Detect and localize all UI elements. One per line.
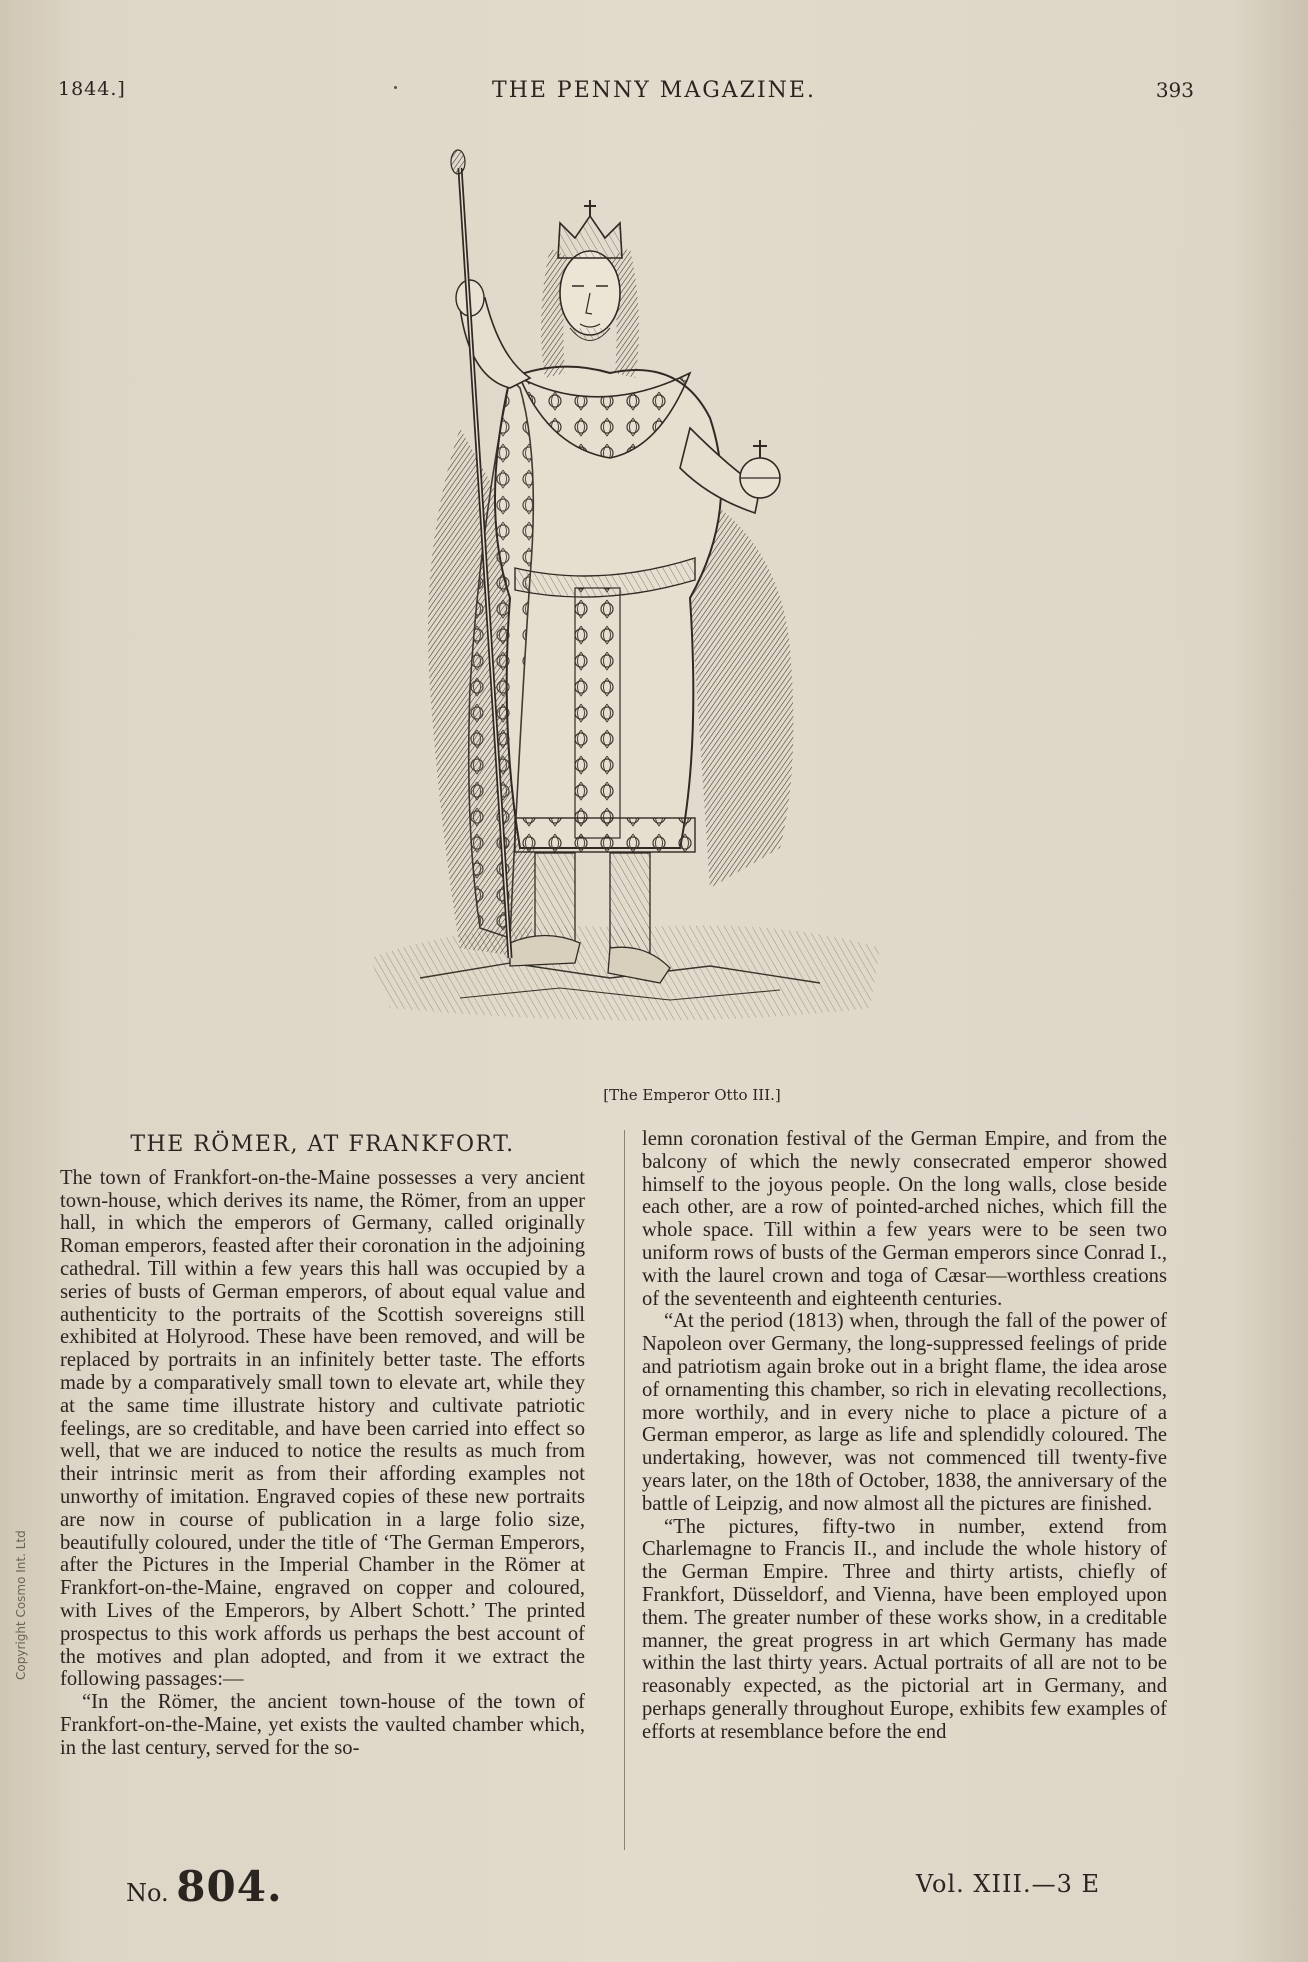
article-title: THE RÖMER, AT FRANKFORT.	[130, 1132, 515, 1157]
article-paragraph: “At the period (1813) when, through the fall of the power of Napoleon over Germany, the long-suppressed feelings of pride and patriotism again broke out in a bright flame, the idea arose of ornamenting this chamber, so rich in elevating recollections, more worthily, and in every niche to place a picture of a German emperor, as large as life and splendidly coloured. The undertaking, however, was not commenced till twenty-five years later, on the 18th of October, 1838, the anniversary of the battle of Leipzig, and now almost all the pictures are finished.	[642, 1310, 1167, 1515]
issue-number-value: 804.	[176, 1862, 283, 1911]
illustration-caption: [The Emperor Otto III.]	[603, 1086, 781, 1104]
magazine-title: THE PENNY MAGAZINE.	[492, 78, 816, 103]
article-paragraph: The town of Frankfort-on-the-Maine possesses a very ancient town-house, which derives its name, the Römer, from an upper hall, in which the emperors of Germany, called originally Roman emperors, feasted after their coronation in the adjoining cathedral. Till within a few years this hall was occupied by a series of busts of German emperors, of about equal value and authenticity to the portraits of the Scottish sovereigns still exhibited at Holyrood. These have been removed, and will be replaced by portraits in an infinitely better taste. The efforts made by a comparatively small town to elevate art, while they at the same time illustrate history and cultivate patriotic feelings, are so creditable, and have been carried into effect so well, that we are induced to notice the results as much from their intrinsic merit as from their affording examples not unworthy of imitation. Engraved copies of these new portraits are now in course of publication in a large folio size, beautifully coloured, under the title of ‘The German Emperors, after the Pictures in the Imperial Chamber in the Römer at Frankfort-on-the-Maine, engraved on copper and coloured, with Lives of the Emperors, by Albert Schott.’ The printed prospectus to this work affords us perhaps the best account of the motives and plan adopted, and from it we extract the following passages:—	[60, 1166, 585, 1691]
header-year: 1844.]	[58, 78, 126, 100]
copyright-watermark: Copyright Cosmo Int. Ltd	[14, 1530, 28, 1680]
article-column-right	[642, 1128, 1167, 1848]
article-paragraph: “In the Römer, the ancient town-house of the town of Frankfort-on-the-Maine, yet exists the vaulted chamber which, in the last century, served for the so-	[60, 1691, 585, 1759]
column-divider	[624, 1130, 625, 1850]
emperor-engraving-icon	[360, 128, 900, 1058]
article-column-left	[60, 1130, 585, 1850]
page-header	[0, 78, 1308, 108]
article-paragraph: “The pictures, fifty-two in number, extend from Charlemagne to Francis II., and include the whole history of the German Empire. Three and thirty artists, chiefly of Frankfort, Düsseldorf, and Vienna, have been employed upon them. The greater number of these works show, in a creditable manner, the great progress in art which Germany has made within the last thirty years. Actual portraits of all are not to be reasonably expected, as the pictorial art in Germany, and perhaps generally throughout Europe, exhibits few examples of efforts at resemblance before the end	[642, 1515, 1167, 1743]
page-number: 393	[1155, 78, 1194, 102]
volume-label: Vol. XIII.—3 E	[915, 1870, 1100, 1898]
issue-number	[126, 1862, 283, 1911]
article-paragraph: lemn coronation festival of the German Empire, and from the balcony of which the newly consecrated emperor showed himself to the joyous people. On the long walls, close beside each other, are a row of pointed-arched niches, which fill the whole space. Till within a few years were to be seen two uniform rows of busts of the German emperors since Conrad I., with the laurel crown and toga of Cæsar—worthless creations of the seventeenth and eighteenth centuries.	[642, 1128, 1167, 1310]
page-footer	[0, 1852, 1308, 1911]
issue-number-label: No.	[126, 1879, 169, 1907]
